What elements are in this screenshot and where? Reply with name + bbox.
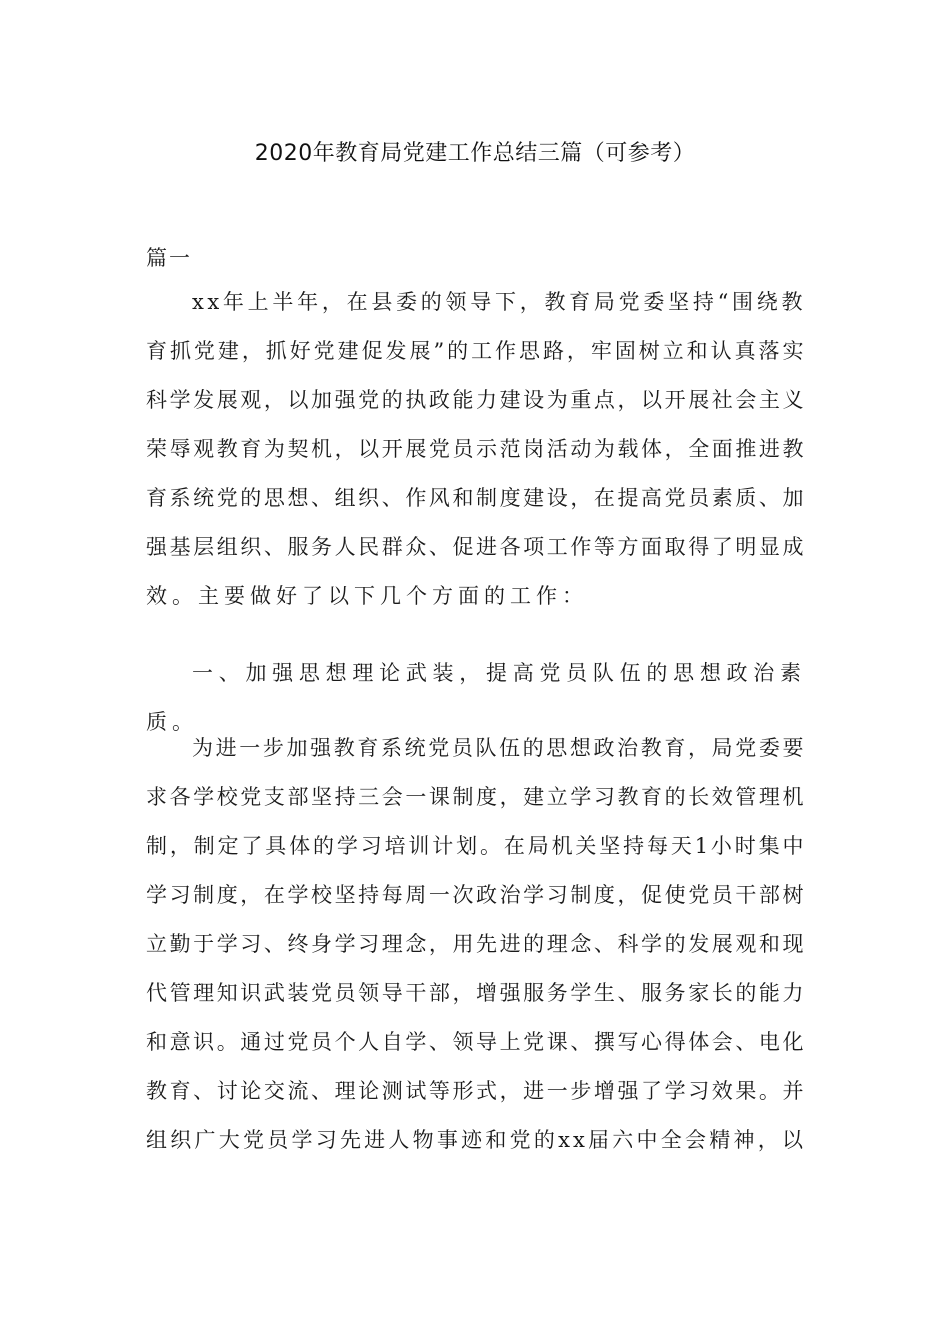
paragraph-intro <box>146 278 806 621</box>
paragraph-line: 荣辱观教育为契机，以开展党员示范岗活动为载体，全面推进教 <box>146 437 806 461</box>
section-heading: 一、加强思想理论武装，提高党员队伍的思想政治素质。 <box>146 661 806 734</box>
paragraph-line: 科学发展观，以加强党的执政能力建设为重点，以开展社会主义 <box>146 388 806 412</box>
paragraph-line: 教育、讨论交流、理论测试等形式，进一步增强了学习效果。并 <box>146 1079 806 1103</box>
paragraph-body <box>146 724 806 1165</box>
paragraph-line: xx年上半年，在县委的领导下，教育局党委坚持“围绕教 <box>192 290 806 314</box>
paragraph-line: 学习制度，在学校坚持每周一次政治学习制度，促使党员干部树 <box>146 883 806 907</box>
paragraph-line: 和意识。通过党员个人自学、领导上党课、撰写心得体会、电化 <box>146 1030 806 1054</box>
paragraph-line: 效。主要做好了以下几个方面的工作： <box>146 584 588 608</box>
paragraph-line: 制，制定了具体的学习培训计划。在局机关坚持每天1小时集中 <box>146 834 806 858</box>
paragraph-line: 求各学校党支部坚持三会一课制度，建立学习教育的长效管理机 <box>146 785 806 809</box>
paragraph-line: 强基层组织、服务人民群众、促进各项工作等方面取得了明显成 <box>146 535 806 559</box>
paragraph-line: 育抓党建，抓好党建促发展”的工作思路，牢固树立和认真落实 <box>146 339 806 363</box>
document-title: 2020年教育局党建工作总结三篇（可参考） <box>254 141 696 166</box>
paragraph-line: 为进一步加强教育系统党员队伍的思想政治教育，局党委要 <box>192 736 806 760</box>
section-label: 篇一 <box>146 246 192 270</box>
paragraph-line: 代管理知识武装党员领导干部，增强服务学生、服务家长的能力 <box>146 981 806 1005</box>
paragraph-line: 育系统党的思想、组织、作风和制度建设，在提高党员素质、加 <box>146 486 806 510</box>
paragraph-line: 立勤于学习、终身学习理念，用先进的理念、科学的发展观和现 <box>146 932 806 956</box>
paragraph-line: 组织广大党员学习先进人物事迹和党的xx届六中全会精神，以 <box>146 1128 806 1152</box>
